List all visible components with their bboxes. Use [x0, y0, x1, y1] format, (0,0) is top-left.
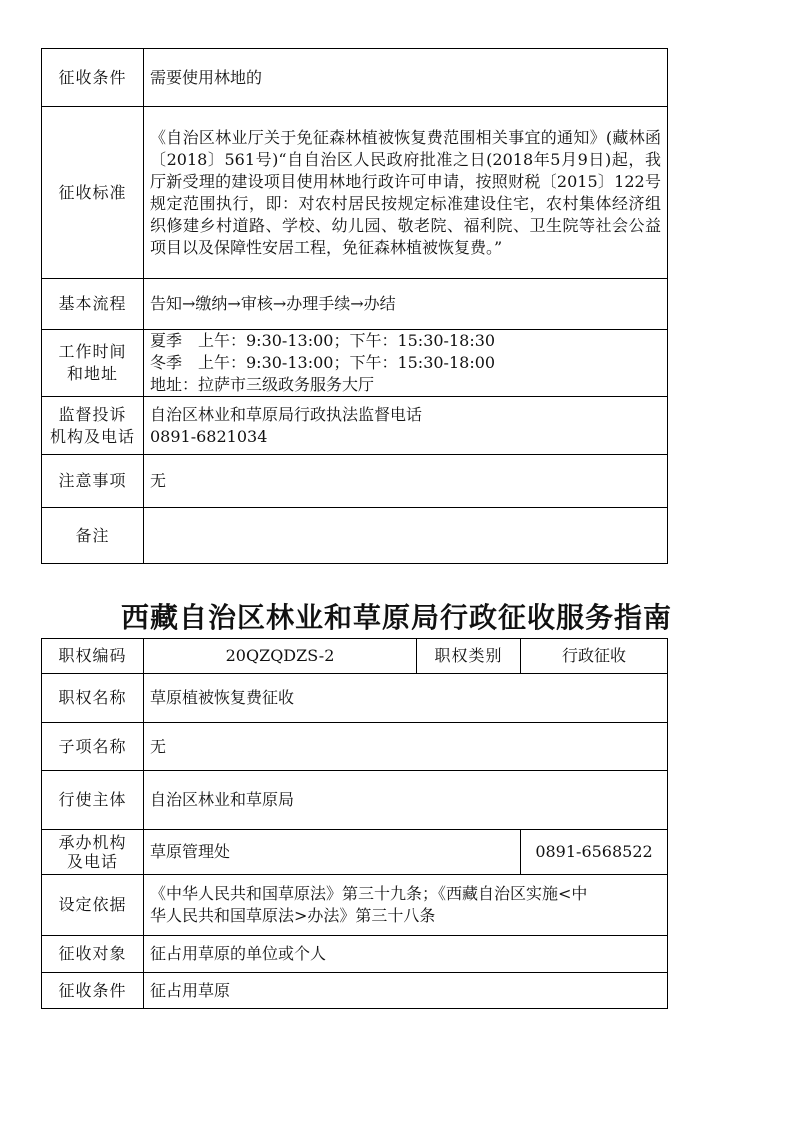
label-line: 监督投诉	[58, 404, 127, 424]
row-label: 注意事项	[42, 455, 144, 508]
row-label: 子项名称	[42, 723, 144, 771]
label-line: 及电话	[66, 852, 118, 871]
legal-basis-line: 《中华人民共和国草原法》第三十九条；《西藏自治区实施<中	[150, 884, 588, 903]
row-label: 征收条件	[42, 973, 144, 1009]
table-row	[42, 330, 668, 397]
row-label: 征收对象	[42, 936, 144, 973]
subject-value: 自治区林业和草原局	[144, 771, 668, 830]
table-row	[42, 639, 668, 674]
row-label: 基本流程	[42, 279, 144, 330]
supervision-agency: 自治区林业和草原局行政执法监督电话	[150, 404, 423, 424]
collection-standard-text: 《自治区林业厅关于免征森林植被恢复费范围相关事宜的通知》(藏林函〔2018〕561号)“自自治区人民政府批准之日(2018年5月9日)起，我厅新受理的建设项目使用林地行政许可申请，按照财税〔2015〕122号规定范围执行，即：对农村居民按规定标准建设住宅，农村集体经济组织修建乡村道路、学校、幼儿园、敬老院、福利院、卫生院等社会公益项目以及保障性安居工程，免征森林植被恢复费。”	[150, 127, 661, 257]
label-line: 工作时间	[58, 342, 127, 361]
legal-basis-line: 华人民共和国草原法>办法》第三十八条	[150, 906, 436, 925]
authority-name-value: 草原植被恢复费征收	[144, 674, 668, 723]
supervision-cell	[144, 397, 668, 455]
collection-condition-value: 征占用草原	[144, 973, 668, 1009]
authority-type-label: 职权类别	[417, 639, 521, 674]
section-title: 西藏自治区林业和草原局行政征收服务指南	[120, 601, 672, 634]
row-label	[42, 397, 144, 455]
authority-type-value: 行政征收	[521, 639, 668, 674]
table-row	[42, 455, 668, 508]
subitem-value: 无	[144, 723, 668, 771]
summer-hours: 夏季 上午：9:30-13:00；下午：15:30-18:30	[150, 331, 496, 350]
label-line: 机构及电话	[49, 426, 135, 446]
table-row	[42, 723, 668, 771]
remarks-value	[144, 508, 668, 564]
authority-code-value: 20QZQDZS-2	[144, 639, 417, 674]
table-row	[42, 508, 668, 564]
table-row	[42, 279, 668, 330]
agency-phone: 0891-6568522	[521, 830, 668, 875]
row-label: 设定依据	[42, 875, 144, 936]
label-line: 和地址	[66, 364, 118, 383]
table-row	[42, 830, 668, 875]
table-row	[42, 875, 668, 936]
row-label	[42, 830, 144, 875]
office-address: 地址：拉萨市三级政务服务大厅	[150, 375, 375, 394]
service-info-table-2	[41, 638, 668, 1009]
collection-condition-value: 需要使用林地的	[144, 49, 668, 107]
agency-value: 草原管理处	[144, 830, 521, 875]
work-time-cell	[144, 330, 668, 397]
table-row	[42, 936, 668, 973]
table-row	[42, 397, 668, 455]
supervision-phone: 0891-6821034	[150, 426, 268, 446]
row-label: 备注	[42, 508, 144, 564]
basic-process-value: 告知→缴纳→审核→办理手续→办结	[144, 279, 668, 330]
table-row	[42, 771, 668, 830]
winter-hours: 冬季 上午：9:30-13:00；下午：15:30-18:00	[150, 353, 496, 372]
collection-target-value: 征占用草原的单位或个人	[144, 936, 668, 973]
label-line: 承办机构	[58, 833, 127, 852]
row-label: 行使主体	[42, 771, 144, 830]
row-label: 征收条件	[42, 49, 144, 107]
table-row	[42, 973, 668, 1009]
table-row	[42, 674, 668, 723]
notes-value: 无	[144, 455, 668, 508]
collection-standard-cell	[144, 107, 668, 279]
legal-basis-cell	[144, 875, 668, 936]
table-row	[42, 49, 668, 107]
row-label: 职权编码	[42, 639, 144, 674]
service-info-table-1	[41, 48, 668, 564]
table-row	[42, 107, 668, 279]
row-label	[42, 330, 144, 397]
row-label: 职权名称	[42, 674, 144, 723]
row-label: 征收标准	[42, 107, 144, 279]
